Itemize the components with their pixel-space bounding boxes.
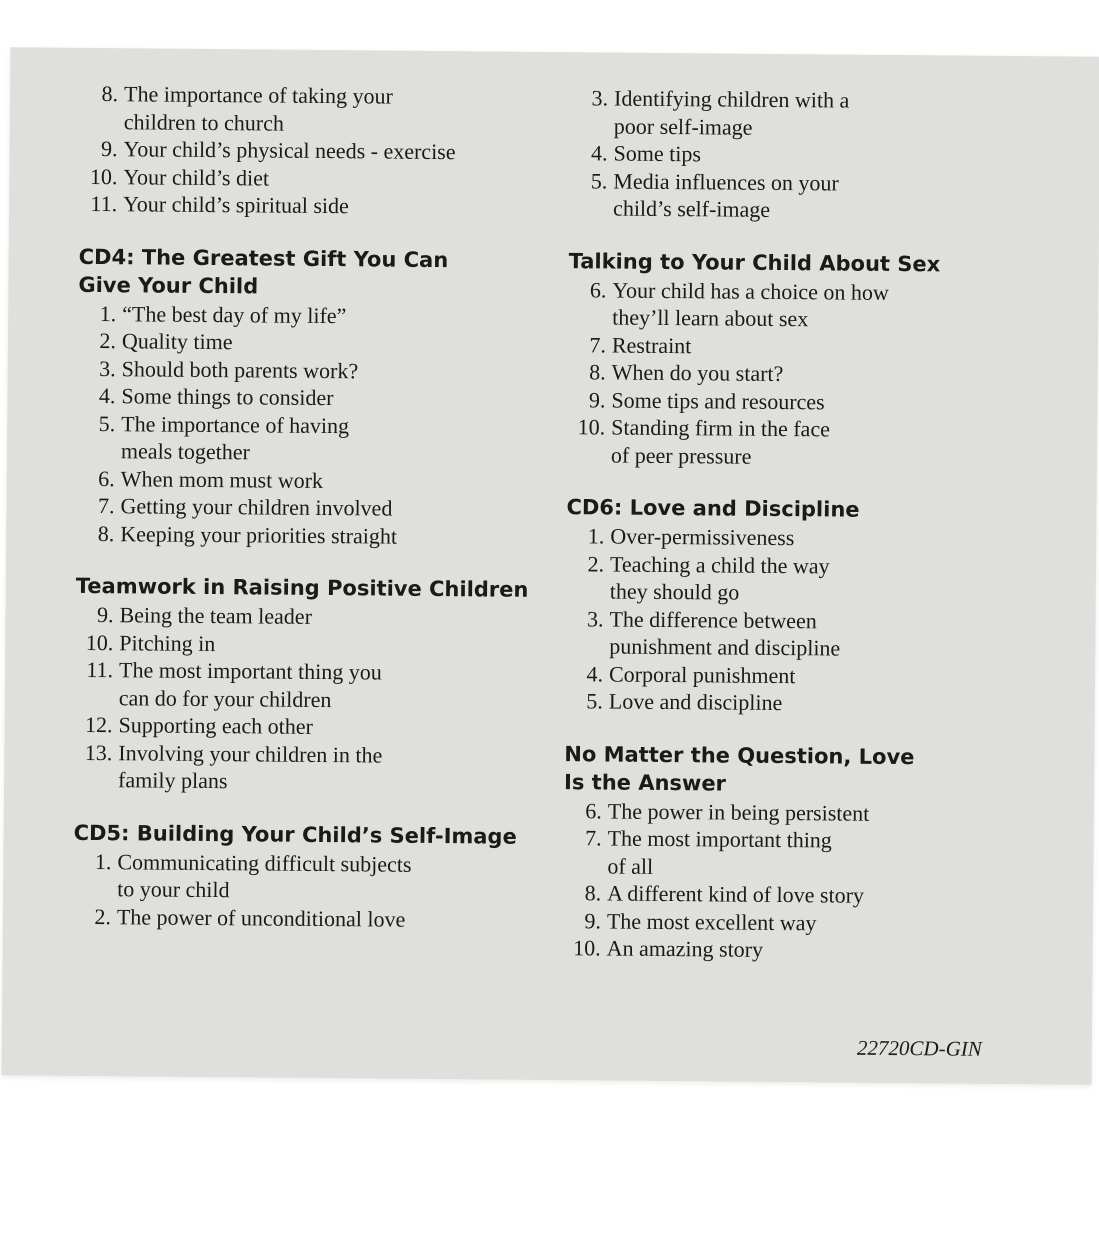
track-item (568, 331, 1008, 362)
track-title-line: Pitching in (119, 629, 216, 656)
track-title-line: The difference between (609, 606, 817, 633)
track-title-line: The power in being persistent (607, 798, 870, 826)
track-number: 8. (589, 359, 606, 385)
track-section (565, 494, 1007, 718)
section-heading: CD4: The Greatest Gift You Can (78, 244, 449, 272)
track-title-line: Your child’s diet (123, 163, 270, 191)
track-title (613, 140, 1009, 171)
track-item (75, 601, 545, 633)
track-title-line: to your child (117, 876, 230, 903)
track-section (76, 243, 549, 551)
track-title (117, 848, 543, 907)
track-title-line: Teaching a child the way (609, 551, 830, 578)
track-number: 11. (86, 656, 114, 683)
track-title (122, 300, 548, 331)
track-title (124, 80, 550, 139)
track-title-line: The importance of taking your (123, 81, 394, 109)
track-title-line: Getting your children involved (120, 493, 393, 521)
track-number: 9. (101, 136, 118, 162)
section-heading: Teamwork in Raising Positive Children (75, 573, 529, 602)
track-item (567, 386, 1007, 417)
track-item (567, 413, 1007, 472)
track-title (609, 605, 1005, 663)
track-title-line: Standing firm in the face (611, 414, 831, 442)
track-number: 6. (98, 465, 115, 491)
track-title (612, 331, 1008, 362)
track-title (119, 656, 545, 715)
track-title-line: An amazing story (606, 935, 764, 962)
track-title (120, 520, 546, 551)
track-title-line: punishment and discipline (609, 633, 841, 661)
track-number: 1. (587, 523, 605, 549)
track-title-line: Restraint (611, 332, 692, 358)
track-number: 10. (89, 163, 118, 189)
track-number: 4. (98, 383, 116, 409)
track-number: 5. (98, 410, 116, 436)
track-title-line: children to church (123, 108, 285, 136)
track-number: 11. (90, 190, 118, 217)
track-title-line: of peer pressure (610, 442, 752, 469)
track-item (73, 847, 543, 906)
track-title-line: Quality time (121, 328, 233, 355)
track-section (569, 84, 1010, 225)
track-title (612, 276, 1008, 334)
track-number: 8. (584, 880, 602, 906)
track-title-line: Corporal punishment (608, 661, 796, 688)
track-title (610, 523, 1006, 554)
track-number: 3. (586, 605, 604, 631)
track-item (74, 738, 544, 797)
track-title-line: they should go (609, 578, 740, 605)
left-column (73, 80, 551, 960)
track-item (563, 934, 1003, 965)
track-number: 7. (97, 493, 115, 519)
track-title-line: Some things to consider (121, 383, 334, 411)
track-item (563, 824, 1003, 883)
track-section (79, 80, 550, 222)
track-item (78, 354, 548, 386)
track-title (611, 414, 1007, 472)
track-item (569, 139, 1009, 170)
track-number: 4. (590, 140, 608, 166)
track-title-line: Involving your children in the (118, 739, 383, 768)
track-title (607, 880, 1003, 911)
track-item (569, 167, 1009, 226)
track-number: 6. (585, 797, 602, 823)
track-title (122, 355, 548, 386)
track-title (608, 797, 1004, 828)
track-title (121, 382, 547, 413)
track-item (565, 687, 1005, 718)
track-title (122, 327, 548, 358)
track-title-line: The importance of having (121, 410, 350, 438)
track-number: 10. (573, 935, 601, 961)
section-heading: Is the Answer (564, 769, 727, 796)
track-number: 2. (94, 903, 112, 929)
track-item (75, 656, 545, 715)
product-code: 22720CD-GIN (856, 1035, 982, 1061)
track-item (76, 492, 546, 524)
track-title (610, 550, 1006, 608)
track-number: 10. (577, 414, 606, 440)
track-title-line: The most important thing (607, 825, 832, 853)
track-title-line: Your child’s spiritual side (123, 191, 349, 219)
track-section (73, 819, 544, 934)
track-item (566, 522, 1006, 553)
track-title-line: Your child has a choice on how (612, 277, 889, 305)
track-number: 13. (84, 739, 113, 765)
section-heading: Give Your Child (78, 272, 259, 298)
track-number: 5. (590, 167, 608, 193)
track-number: 3. (591, 85, 609, 111)
track-title-line: “The best day of my life” (122, 300, 347, 328)
track-section (567, 248, 1009, 472)
track-title (612, 359, 1008, 390)
track-title-line: Your child’s physical needs - exercise (123, 136, 456, 165)
track-item (75, 628, 545, 660)
track-title-line: poor self-image (613, 113, 753, 140)
track-item (79, 162, 549, 194)
track-title (120, 492, 546, 523)
track-title (118, 711, 544, 742)
track-item (566, 550, 1006, 609)
track-number: 7. (585, 825, 602, 851)
track-title-line: Identifying children with a (613, 85, 850, 113)
track-number: 7. (589, 331, 607, 357)
cd-insert-card (2, 47, 1099, 1084)
track-title-line: Supporting each other (118, 712, 313, 739)
track-section (74, 573, 546, 798)
track-item (74, 711, 544, 743)
track-item (80, 135, 550, 167)
track-title (118, 739, 544, 798)
track-number: 8. (97, 520, 115, 546)
track-title (607, 935, 1003, 966)
track-number: 5. (586, 688, 603, 714)
track-number: 9. (584, 907, 602, 933)
track-title (119, 601, 545, 632)
track-title-line: The most excellent way (606, 908, 817, 935)
track-item (77, 382, 547, 414)
track-number: 1. (99, 300, 117, 326)
track-number: 2. (99, 328, 117, 354)
track-title-line: can do for your children (118, 684, 332, 712)
track-title-line: Being the team leader (119, 602, 313, 629)
track-title-line: Communicating difficult subjects (117, 848, 412, 877)
track-title-line: A different kind of love story (607, 880, 865, 908)
track-number: 1. (94, 848, 112, 874)
track-item (568, 276, 1008, 335)
track-number: 12. (84, 711, 113, 738)
track-title (123, 163, 549, 194)
track-title-line: of all (607, 853, 654, 879)
track-item (79, 190, 549, 222)
track-title-line: The most important thing you (118, 657, 382, 685)
track-title-line: Some tips (613, 140, 702, 167)
track-item (564, 797, 1004, 828)
track-number: 10. (85, 629, 114, 655)
track-number: 8. (101, 81, 119, 107)
track-item (563, 879, 1003, 910)
track-item (78, 299, 548, 331)
track-title (117, 903, 543, 934)
track-title-line: Love and discipline (608, 688, 783, 716)
section-heading: No Matter the Question, Love (564, 741, 915, 769)
track-title-line: Keeping your priorities straight (120, 520, 398, 549)
track-item (568, 358, 1008, 389)
track-title-line: family plans (118, 767, 228, 794)
track-title (123, 190, 549, 221)
track-item (563, 907, 1003, 938)
track-item (73, 902, 543, 934)
track-title-line: When do you start? (611, 359, 784, 387)
right-column (562, 84, 1010, 991)
section-heading: CD5: Building Your Child’s Self-Image (73, 820, 517, 849)
track-title-line: Over-permissiveness (610, 523, 795, 551)
track-item (78, 327, 548, 359)
track-title (609, 688, 1005, 719)
track-number: 3. (99, 355, 116, 381)
track-title-line: Should both parents work? (121, 355, 359, 383)
track-title (614, 85, 1010, 143)
track-item (77, 464, 547, 496)
section-heading: Talking to Your Child About Sex (568, 248, 941, 276)
track-title (124, 135, 550, 166)
track-title-line: child’s self-image (613, 195, 771, 222)
track-title-line: meals together (120, 438, 250, 465)
track-section (563, 741, 1005, 966)
track-number: 4. (586, 660, 604, 686)
track-title (121, 410, 547, 469)
track-title (613, 167, 1009, 225)
track-item (565, 660, 1005, 691)
track-item (77, 409, 547, 468)
track-title (609, 660, 1005, 691)
track-title-line: they’ll learn about sex (612, 304, 809, 332)
track-title-line: Some tips and resources (611, 387, 825, 414)
track-item (76, 519, 546, 551)
track-title (607, 825, 1003, 883)
track-number: 9. (588, 386, 606, 412)
track-title (121, 465, 547, 496)
track-title (119, 629, 545, 660)
track-item (570, 84, 1010, 143)
section-heading: CD6: Love and Discipline (566, 495, 860, 522)
track-item (565, 605, 1005, 664)
track-title (607, 907, 1003, 938)
track-title-line: Media influences on your (613, 168, 839, 195)
track-title-line: When mom must work (120, 465, 324, 493)
track-number: 9. (96, 602, 114, 628)
track-number: 2. (587, 550, 605, 576)
track-title-line: The power of unconditional love (116, 903, 406, 932)
track-item (80, 80, 550, 139)
track-title (611, 386, 1007, 417)
track-number: 6. (589, 276, 607, 302)
